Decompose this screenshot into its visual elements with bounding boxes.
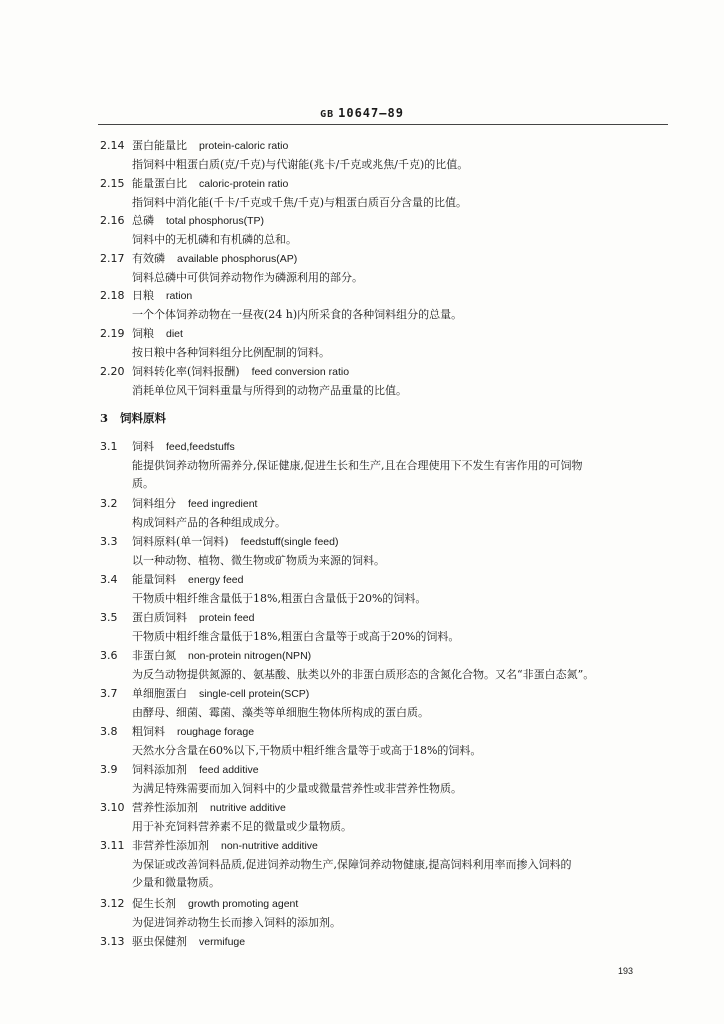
term-definition: 少量和微量物质。 — [132, 876, 220, 889]
section-number: 3 — [100, 411, 109, 425]
term-definition: 为促进饲养动物生长而掺入饲料的添加剂。 — [132, 916, 341, 929]
term-number: 3.9 — [100, 763, 118, 776]
term-chinese: 饲料添加剂 — [132, 763, 187, 776]
term-english: feed additive — [199, 764, 259, 776]
term-definition: 能提供饲养动物所需养分,保证健康,促进生长和生产,且在合理使用下不发生有害作用的可饲物 — [132, 459, 583, 472]
term-chinese: 有效磷 — [132, 252, 165, 265]
term-chinese: 非蛋白氮 — [132, 649, 176, 662]
term-chinese: 能量蛋白比 — [132, 177, 187, 190]
term-chinese: 促生长剂 — [132, 897, 176, 910]
term-chinese: 能量饲料 — [132, 573, 176, 586]
term-english: vermifuge — [199, 936, 246, 948]
section-title: 饲料原料 — [120, 411, 166, 425]
term-english: feed conversion ratio — [251, 366, 350, 378]
term-english: roughage forage — [177, 726, 255, 738]
term-number: 2.20 — [100, 365, 125, 378]
term-chinese: 非营养性添加剂 — [132, 839, 209, 852]
term-definition: 为保证或改善饲料品质,促进饲养动物生产,保障饲养动物健康,提高饲料利用率而掺入饲料的 — [132, 858, 572, 871]
term-definition: 由酵母、细菌、霉菌、藻类等单细胞生物体所构成的蛋白质。 — [132, 706, 429, 719]
term-entry — [100, 610, 680, 626]
term-number: 3.5 — [100, 611, 118, 624]
header-rule — [98, 124, 668, 125]
term-definition: 质。 — [132, 477, 154, 490]
term-number: 3.7 — [100, 687, 118, 700]
term-number: 3.3 — [100, 535, 118, 548]
term-english: available phosphorus(AP) — [177, 253, 298, 265]
term-entry — [100, 496, 680, 512]
term-number: 3.13 — [100, 935, 125, 948]
term-english: diet — [166, 328, 183, 340]
term-number: 3.6 — [100, 649, 118, 662]
term-definition: 一个个体饲养动物在一昼夜(24 h)内所采食的各种饲料组分的总量。 — [132, 308, 463, 321]
term-number: 3.1 — [100, 440, 118, 453]
term-english: nutritive additive — [210, 802, 286, 814]
term-english: caloric-protein ratio — [199, 178, 289, 190]
term-chinese: 蛋白质饲料 — [132, 611, 187, 624]
term-number: 3.2 — [100, 497, 118, 510]
term-entry — [100, 800, 680, 816]
term-entry — [100, 572, 680, 588]
term-chinese: 蛋白能量比 — [132, 139, 187, 152]
term-entry — [100, 251, 680, 267]
term-entry — [100, 686, 680, 702]
term-definition: 消耗单位风干饲料重量与所得到的动物产品重量的比值。 — [132, 384, 407, 397]
term-entry — [100, 896, 680, 912]
term-number: 3.11 — [100, 839, 125, 852]
term-number: 3.10 — [100, 801, 125, 814]
term-definition: 为满足特殊需要而加入饲料中的少量或微量营养性或非营养性物质。 — [132, 782, 462, 795]
term-english: protein-caloric ratio — [199, 140, 289, 152]
term-english: feed ingredient — [188, 498, 258, 510]
term-entry — [100, 176, 680, 192]
term-english: protein feed — [199, 612, 255, 624]
section-heading — [100, 410, 166, 426]
term-definition: 以一种动物、植物、微生物或矿物质为来源的饲料。 — [132, 554, 385, 567]
term-entry — [100, 762, 680, 778]
term-entry — [100, 213, 680, 229]
term-chinese: 饲料转化率(饲料报酬) — [132, 365, 240, 378]
term-definition: 干物质中粗纤维含量低于18%,粗蛋白含量等于或高于20%的饲料。 — [132, 630, 460, 643]
term-definition: 构成饲料产品的各种组成成分。 — [132, 516, 286, 529]
term-number: 2.14 — [100, 139, 125, 152]
term-definition: 指饲料中粗蛋白质(克/千克)与代谢能(兆卡/千克或兆焦/千克)的比值。 — [132, 158, 469, 171]
term-entry — [100, 724, 680, 740]
term-chinese: 日粮 — [132, 289, 154, 302]
term-entry — [100, 439, 680, 455]
term-english: single-cell protein(SCP) — [199, 688, 310, 700]
term-entry — [100, 534, 680, 550]
term-entry — [100, 934, 680, 950]
term-english: feed,feedstuffs — [166, 441, 235, 453]
term-entry — [100, 648, 680, 664]
term-definition: 饲料中的无机磷和有机磷的总和。 — [132, 233, 297, 246]
term-definition: 按日粮中各种饲料组分比例配制的饲料。 — [132, 346, 330, 359]
page-number: 193 — [618, 966, 634, 976]
term-entry — [100, 326, 680, 342]
term-english: energy feed — [188, 574, 244, 586]
term-definition: 干物质中粗纤维含量低于18%,粗蛋白含量低于20%的饲料。 — [132, 592, 427, 605]
term-english: growth promoting agent — [188, 898, 299, 910]
term-entry — [100, 838, 680, 854]
term-number: 3.4 — [100, 573, 118, 586]
term-chinese: 总磷 — [132, 214, 154, 227]
term-english: ration — [166, 290, 193, 302]
term-chinese: 营养性添加剂 — [132, 801, 198, 814]
term-definition: 饲料总磷中可供饲养动物作为磷源利用的部分。 — [132, 271, 363, 284]
term-english: non-protein nitrogen(NPN) — [188, 650, 312, 662]
term-number: 2.18 — [100, 289, 125, 302]
term-chinese: 饲料原料(单一饲料) — [132, 535, 229, 548]
term-number: 2.15 — [100, 177, 125, 190]
term-chinese: 饲料组分 — [132, 497, 176, 510]
term-english: total phosphorus(TP) — [166, 215, 265, 227]
term-english: non-nutritive additive — [221, 840, 318, 852]
term-number: 3.8 — [100, 725, 118, 738]
page-header — [0, 106, 724, 120]
term-chinese: 驱虫保健剂 — [132, 935, 187, 948]
term-chinese: 粗饲料 — [132, 725, 165, 738]
term-entry — [100, 138, 680, 154]
term-chinese: 饲料 — [132, 440, 154, 453]
term-number: 3.12 — [100, 897, 125, 910]
standard-code: 10647—89 — [338, 106, 404, 120]
term-chinese: 单细胞蛋白 — [132, 687, 187, 700]
term-definition: 用于补充饲料营养素不足的微量或少量物质。 — [132, 820, 352, 833]
term-number: 2.19 — [100, 327, 125, 340]
term-number: 2.17 — [100, 252, 125, 265]
term-definition: 天然水分含量在60%以下,干物质中粗纤维含量等于或高于18%的饲料。 — [132, 744, 482, 757]
term-entry — [100, 364, 680, 380]
term-definition: 为反刍动物提供氮源的、氨基酸、肽类以外的非蛋白质形态的含氮化合物。又名“非蛋白态氮”。 — [132, 668, 595, 681]
term-chinese: 饲粮 — [132, 327, 154, 340]
term-entry — [100, 288, 680, 304]
standard-prefix: GB — [320, 109, 335, 120]
term-definition: 指饲料中消化能(千卡/千克或千焦/千克)与粗蛋白质百分含量的比值。 — [132, 196, 467, 209]
term-number: 2.16 — [100, 214, 125, 227]
term-english: feedstuff(single feed) — [240, 536, 339, 548]
